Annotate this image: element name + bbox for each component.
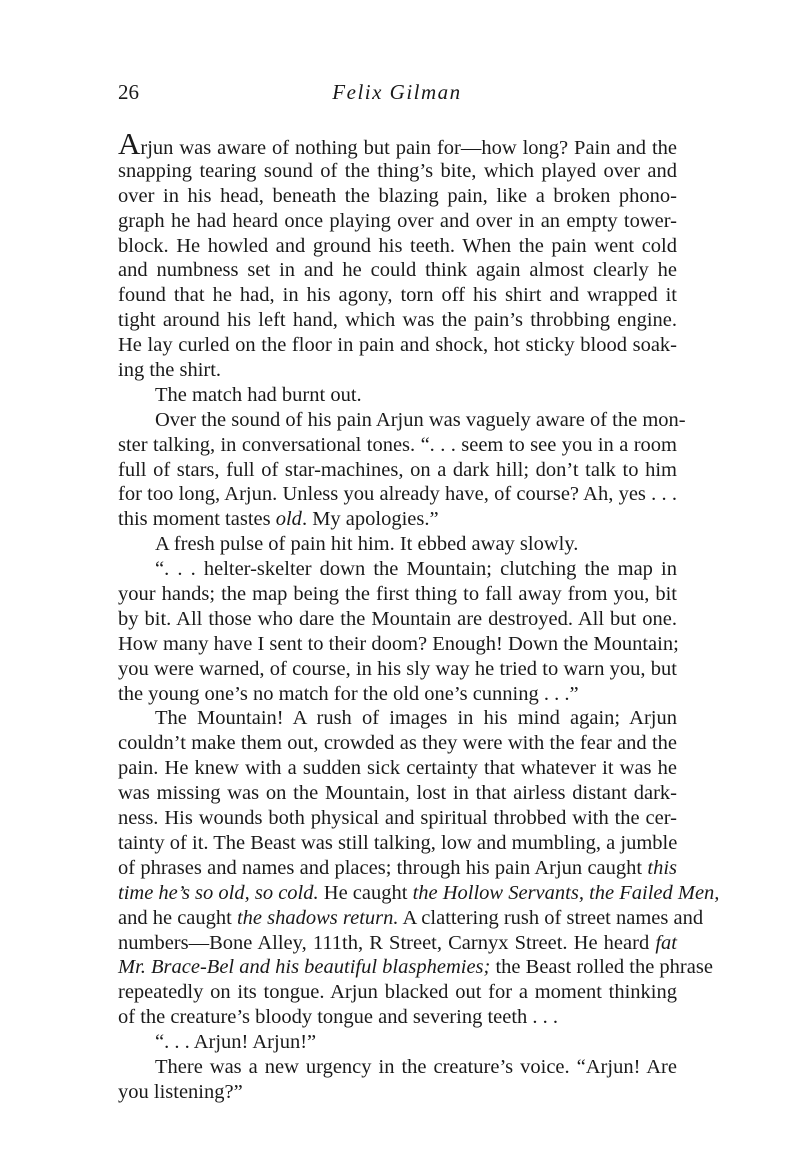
line-text: The Mountain! A rush of images in his mind again; Arjun bbox=[155, 707, 677, 730]
page-header bbox=[118, 80, 676, 110]
line-text: He lay curled on the floor in pain and shock, hot sticky blood soak- bbox=[118, 334, 677, 357]
line-text: ness. His wounds both physical and spiritual throbbed with the cer- bbox=[118, 807, 677, 830]
text-line bbox=[118, 209, 677, 234]
page-number: 26 bbox=[118, 80, 139, 104]
text-line bbox=[118, 806, 677, 831]
line-text: There was a new urgency in the creature’s voice. “Arjun! Are bbox=[155, 1055, 677, 1078]
line-text: . My apologies.” bbox=[301, 508, 439, 531]
text-line bbox=[118, 756, 677, 781]
line-text: over in his head, beneath the blazing pain, like a broken phono- bbox=[118, 184, 677, 207]
line-text: block. He howled and ground his teeth. When the pain went cold bbox=[118, 234, 677, 257]
line-text: pain. He knew with a sudden sick certainty that whatever it was he bbox=[118, 757, 677, 780]
text-line bbox=[118, 582, 677, 607]
line-text: A fresh pulse of pain hit him. It ebbed away slowly. bbox=[155, 533, 579, 556]
line-text: your hands; the map being the first thing to fall away from you, bit bbox=[118, 583, 677, 606]
body-text bbox=[118, 126, 720, 1105]
line-text: ster talking, in conversational tones. “. . . seem to see you in a room bbox=[118, 433, 677, 456]
line-text: rjun was aware of nothing but pain for—how long? Pain and the bbox=[140, 137, 677, 159]
text-line bbox=[118, 856, 677, 881]
line-text: found that he had, in his agony, torn off his shirt and wrapped it bbox=[118, 284, 677, 307]
text-line bbox=[118, 607, 677, 632]
line-text: The match had burnt out. bbox=[155, 383, 362, 406]
line-text: ing the shirt. bbox=[118, 359, 222, 382]
italic-phrase: the shadows return. bbox=[236, 906, 399, 929]
italic-phrase: time he’s so old, so cold. bbox=[118, 881, 319, 904]
line-text: tainty of it. The Beast was still talking, low and mumbling, a jumble bbox=[118, 831, 678, 854]
text-line bbox=[118, 881, 720, 906]
text-line bbox=[118, 532, 677, 557]
line-text: you were warned, of course, in his sly way he tried to warn you, but bbox=[118, 657, 677, 680]
line-text: the young one’s no match for the old one’s cunning . . .” bbox=[118, 682, 579, 705]
text-line bbox=[118, 159, 677, 184]
line-text: full of stars, full of star-machines, on a dark hill; don’t talk to him bbox=[118, 458, 677, 481]
line-text: “. . . helter-skelter down the Mountain; clutching the map in bbox=[155, 558, 677, 581]
text-line bbox=[118, 781, 677, 806]
line-text: was missing was on the Mountain, lost in that airless distant dark- bbox=[118, 782, 677, 805]
line-text: graph he had heard once playing over and over in an empty tower- bbox=[118, 209, 677, 232]
text-line bbox=[118, 1080, 677, 1105]
running-head: Felix Gilman bbox=[332, 80, 462, 104]
line-text: and numbness set in and he could think again almost clearly he bbox=[118, 259, 677, 282]
text-line bbox=[118, 458, 677, 483]
line-text: and he caught bbox=[118, 906, 237, 929]
drop-cap: A bbox=[118, 126, 141, 161]
text-line bbox=[118, 507, 677, 532]
line-text: “. . . Arjun! Arjun!” bbox=[155, 1031, 317, 1054]
italic-phrase: Mr. Brace-Bel and his beautiful blasphemies; bbox=[118, 956, 491, 979]
text-line bbox=[118, 1030, 677, 1055]
text-line bbox=[118, 482, 677, 507]
text-line bbox=[118, 980, 677, 1005]
line-text: of phrases and names and places; through his pain Arjun caught bbox=[118, 856, 648, 879]
text-line bbox=[118, 1055, 677, 1080]
text-line bbox=[118, 184, 677, 209]
text-line bbox=[118, 731, 677, 756]
text-line bbox=[118, 906, 704, 931]
text-line bbox=[118, 955, 713, 980]
text-line bbox=[118, 706, 677, 731]
line-text: repeatedly on its tongue. Arjun blacked out for a moment thinking bbox=[118, 981, 677, 1004]
text-line bbox=[118, 333, 677, 358]
italic-phrase: the Hollow Servants, the Failed Men, bbox=[412, 881, 720, 904]
italic-phrase: fat bbox=[655, 931, 677, 954]
line-text: numbers—Bone Alley, 111th, R Street, Carnyx Street. He heard bbox=[118, 931, 656, 954]
text-line bbox=[118, 657, 677, 682]
line-text: this moment tastes bbox=[118, 508, 276, 531]
line-text: How many have I sent to their doom? Enough! Down the Mountain; bbox=[118, 632, 679, 655]
text-line bbox=[118, 283, 677, 308]
text-line bbox=[118, 831, 677, 856]
line-text: tight around his left hand, which was the pain’s throbbing engine. bbox=[118, 309, 677, 332]
line-text: He caught bbox=[318, 881, 413, 904]
line-text: of the creature’s bloody tongue and severing teeth . . . bbox=[118, 1006, 559, 1029]
text-line bbox=[118, 258, 677, 283]
text-line bbox=[118, 1005, 677, 1030]
text-line bbox=[118, 234, 677, 259]
line-text: A clattering rush of street names and bbox=[398, 906, 704, 929]
text-line bbox=[118, 358, 677, 383]
line-text: you listening?” bbox=[118, 1080, 243, 1103]
text-line bbox=[118, 308, 677, 333]
italic-phrase: this bbox=[647, 856, 677, 879]
text-line bbox=[118, 632, 677, 657]
text-line bbox=[118, 126, 677, 161]
line-text: for too long, Arjun. Unless you already have, of course? Ah, yes . . . bbox=[118, 483, 677, 506]
text-line bbox=[118, 557, 677, 582]
line-text: Over the sound of his pain Arjun was vaguely aware of the mon- bbox=[155, 408, 686, 431]
text-line bbox=[118, 383, 677, 408]
text-line bbox=[118, 931, 677, 956]
text-line bbox=[118, 682, 677, 707]
text-line bbox=[118, 408, 686, 433]
italic-phrase: old bbox=[275, 508, 302, 531]
line-text: couldn’t make them out, crowded as they were with the fear and the bbox=[118, 732, 677, 755]
line-text: snapping tearing sound of the thing’s bite, which played over and bbox=[118, 159, 677, 182]
line-text: the Beast rolled the phrase bbox=[490, 956, 713, 979]
line-text: by bit. All those who dare the Mountain are destroyed. All but one. bbox=[118, 607, 677, 630]
text-line bbox=[118, 433, 677, 458]
